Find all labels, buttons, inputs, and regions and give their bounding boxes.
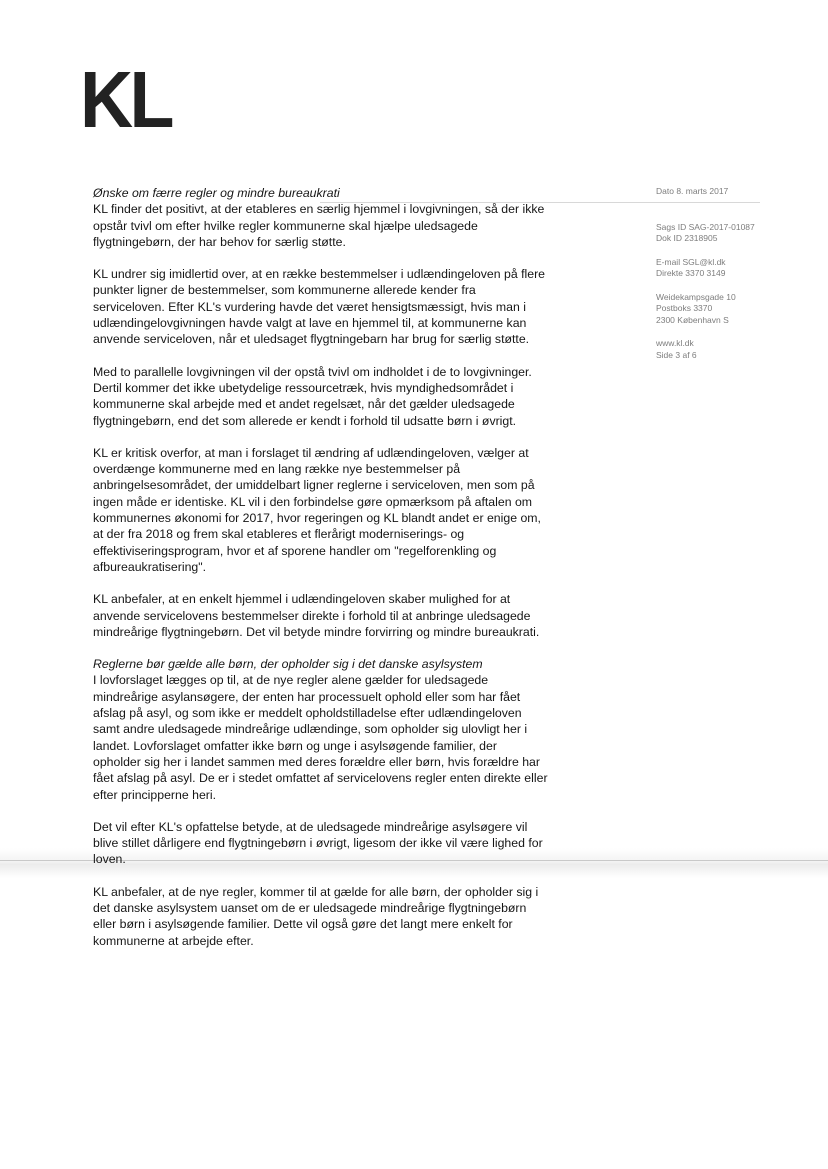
paragraph-8: KL anbefaler, at de nye regler, kommer til at gælde for alle børn, der opholder sig i det danske asylsystem uanset om de er uledsagede mindreårige flygtningebørn eller børn i asylsøgende familier. Dette vil også gøre det langt mere enkelt for kommunerne at arbejde efter. — [93, 884, 539, 948]
address-street: Weidekampsgade 10 — [656, 291, 736, 302]
document-metadata — [656, 186, 786, 361]
document-id-line: Dok ID 2318905 — [656, 233, 718, 243]
paragraph-5: KL anbefaler, at en enkelt hjemmel i udlændingeloven skaber mulighed for at anvende servicelovens bestemmelser direkte i forhold til at anbringe uledsagede mindreårige flygtningebørn. Det vil betyde mindre forvirring og mindre bureaukrati. — [93, 592, 540, 639]
address-city: 2300 København S — [656, 314, 729, 325]
paragraph-6: I lovforslaget lægges op til, at de nye regler alene gælder for uledsagede mindreårige asylansøgere, der enten har processuelt ophold eller som har fået afslag på asyl, og som ikke er meddelt opholdstilladelse efter udlændingeloven samt andre uledsagede mindreårige udlændinge, som opholder sig ulovligt her i landet. Lovforslaget omfatter ikke børn og unge i asylsøgende familier, der opholder sig her i landet sammen med deres forældre eller børn, hvis forældre har fået afslag på asyl. De er i stedet omfattet af servicelovens regler enten direkte eller efter principperne heri. — [93, 673, 548, 802]
paragraph-1: KL finder det positivt, at der etableres en særlig hjemmel i lovgivningen, så der ikke opstår tvivl om efter hvilke regler kommunerne skal hjælpe uledsagede flygtningebørn, der har behov for særlig støtte. — [93, 202, 545, 249]
paragraph-7: Det vil efter KL's opfattelse betyde, at de uledsagede mindreårige asylsøgere vil blive stillet dårligere end flygtningebørn i øvrigt, ligesom der ikke vil være lighed for loven. — [93, 819, 543, 867]
page-number: Side 3 af 6 — [656, 349, 697, 360]
section-heading-bureaucracy: Ønske om færre regler og mindre bureaukrati — [93, 186, 340, 200]
paragraph-3: Med to parallelle lovgivningen vil der opstå tvivl om indholdet i de to lovgivninger. Dertil kommer det ikke ubetydelige ressourcetræk, hvis myndighedsområdet i kommunerne skal arbejde med et andet regelsæt, når det gælder uledsagede flygtningebørn, end det som allerede er kendt i forhold til udsatte børn i øvrigt. — [93, 364, 532, 428]
direct-phone-line: Direkte 3370 3149 — [656, 268, 726, 278]
kl-logo: KL — [80, 55, 171, 144]
paragraph-2: KL undrer sig imidlertid over, at en række bestemmelser i udlændingeloven på flere punkter ligner de bestemmelser, som kommunerne allerede kender fra serviceloven. Efter KL's vurdering havde det været hensigtsmæssigt, hvis man i udlændingelovgivningen havde valgt at lave en hjemmel til, at kommunerne kan anvende serviceloven, når et uledsaget flygtningebarn har brug for særlig støtte. — [93, 267, 546, 347]
email-line: E-mail SGL@kl.dk — [656, 256, 726, 267]
date-line: Dato 8. marts 2017 — [656, 186, 729, 196]
section-heading-all-children: Reglerne bør gælde alle børn, der opholder sig i det danske asylsystem — [93, 657, 483, 672]
website-line: www.kl.dk — [656, 338, 694, 348]
case-id-line: Sags ID SAG-2017-01087 — [656, 221, 755, 232]
paragraph-4: KL er kritisk overfor, at man i forslaget til ændring af udlændingeloven, vælger at overdænge kommunerne med en lang række nye bestemmelser på anbringelsesområdet, der umiddelbart ligner reglerne i serviceloven, men som på ingen måde er identiske. KL vil i den forbindelse gøre opmærksom på aftalen om kommunernes økonomi for 2017, hvor regeringen og KL blandt andet er enige om, at der fra 2018 og frem skal etableres et flerårigt moderniserings- og effektiviseringsprogram, hvor et af sporene handler om "regelforenkling og afbureaukratisering". — [93, 445, 541, 574]
address-pobox: Postboks 3370 — [656, 303, 713, 313]
letter-body — [93, 185, 548, 949]
